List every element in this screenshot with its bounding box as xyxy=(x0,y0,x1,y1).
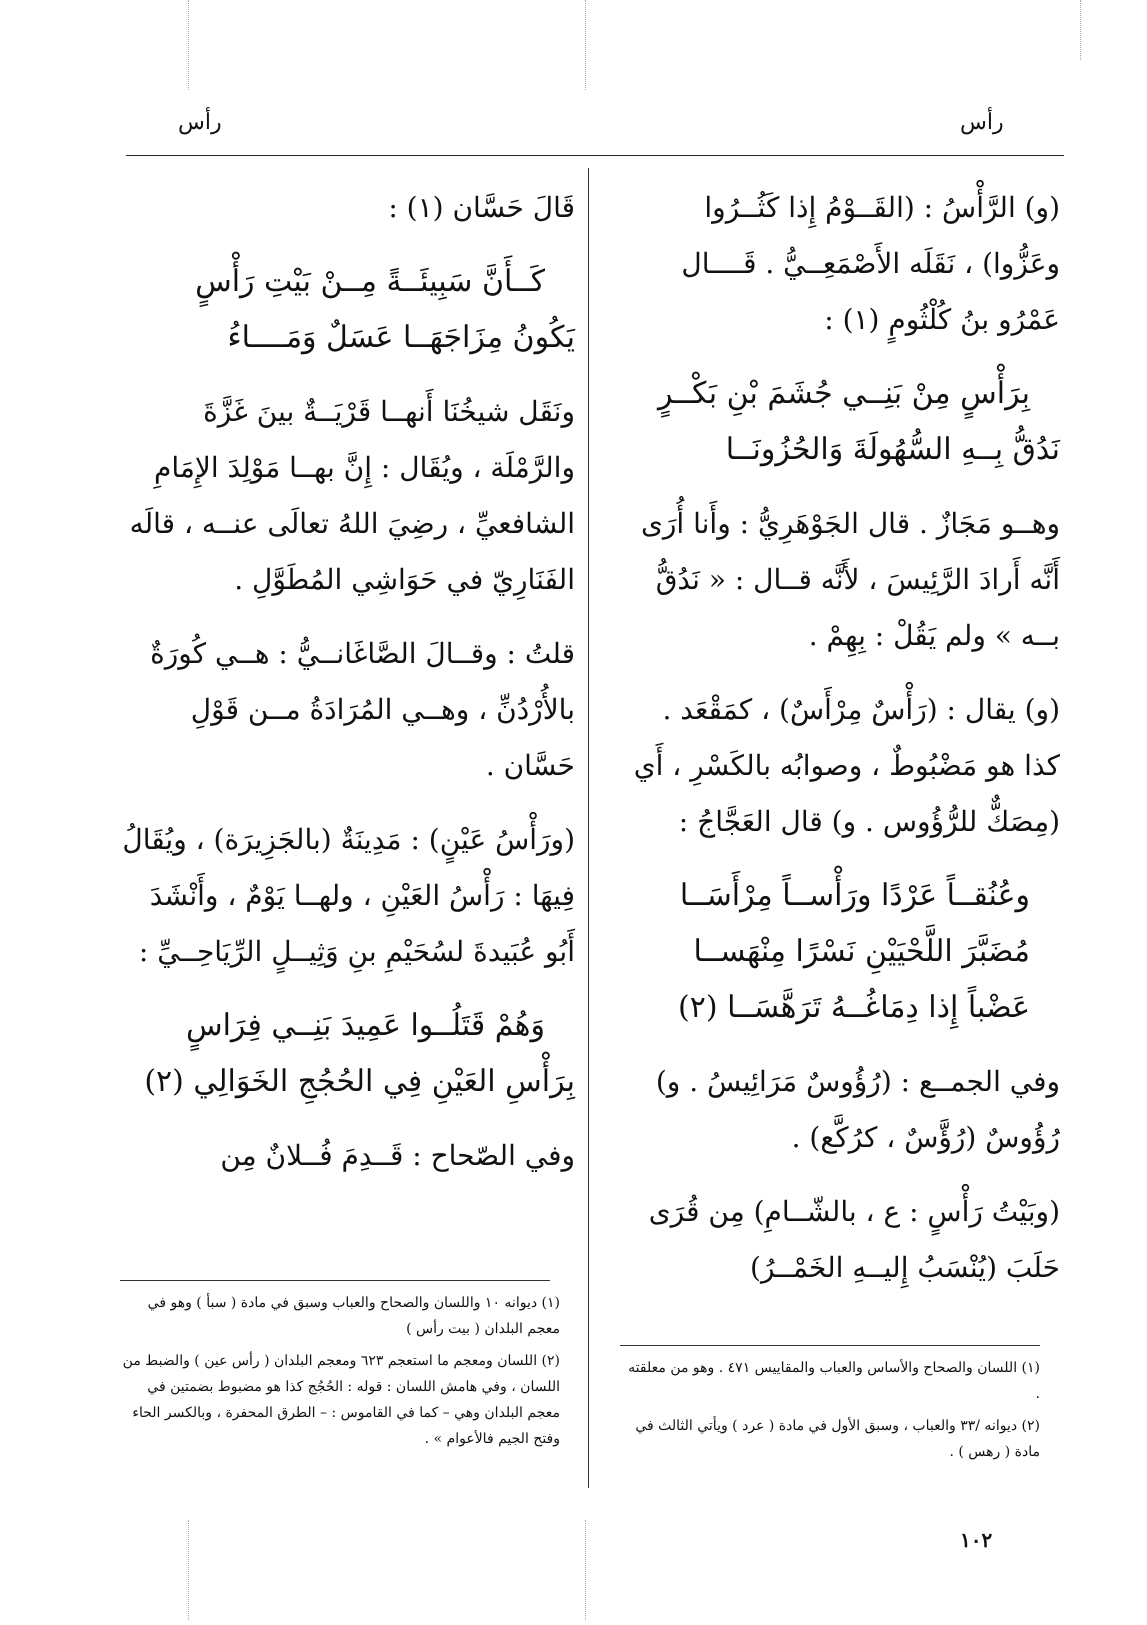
column-separator xyxy=(588,168,589,1488)
footnote-rule xyxy=(120,1280,550,1281)
running-head-right: رأس xyxy=(960,110,1004,135)
entry-paragraph: قَالَ حَسَّان (١) : xyxy=(388,191,575,224)
verse-line: عَضْباً إِذا دِمَاغُــهُ تَرَهَّسَــا (٢) xyxy=(678,990,1030,1025)
verse-line: كَــأَنَّ سَبِيئَــةً مِــنْ بَيْتِ رَأْسٍ xyxy=(195,264,545,299)
margin-dots xyxy=(585,1520,586,1620)
verse-line: مُضَبَّرَ اللَّحْيَيْنِ نَسْرًا مِنْهَســا xyxy=(693,934,1030,969)
entry-paragraph: وفي الصّحاح : قَــدِمَ فُــلانٌ مِن xyxy=(220,1139,575,1172)
entry-paragraph: (ورَأْسُ عَيْنٍ) : مَدِينَةٌ (بالجَزِيرَة) ، ويُقَالُ فِيهَا : رَأْسُ العَيْنِ ، ولهــا يَوْمٌ ، وأَنْشَدَ أَبُو عُبَيدةَ لسُحَيْمِ بنِ وَثِيــلٍ الرِّيَاحِــيِّ : xyxy=(122,823,575,968)
verse xyxy=(620,366,1060,478)
page-number: ١٠٢ xyxy=(960,1528,993,1552)
margin-dots xyxy=(188,1520,189,1620)
footnote-rule xyxy=(620,1345,1040,1346)
margin-dots xyxy=(188,0,189,90)
entry-paragraph: (و) يقال : (رَأْسٌ مِرْأَسٌ) ، كمَقْعَد . كذا هو مَضْبُوطٌ ، وصوابُه بالكَسْرِ ، أَي (مِصَكٌّ للرُّؤُوس . و) قال العَجَّاجُ : xyxy=(633,693,1060,838)
footnote: (٢) ديوانه /٣٣ والعباب ، وسبق الأول في مادة ( عرد ) ويأتي الثالث في مادة ( رهس ) . xyxy=(635,1418,1040,1460)
left-footnotes xyxy=(120,1290,560,1458)
footnote: (١) ديوانه ١٠ واللسان والصحاح والعباب وسبق في مادة ( سبأ ) وهو في معجم البلدان ( بيت رأس ) xyxy=(147,1295,560,1337)
entry-paragraph: ونَقَل شيخُنَا أَنهــا قَرْيَــةٌ بينَ غَزَّةَ والرَّمْلَة ، ويُقَال : إِنَّ بهــا مَوْلِدَ الإِمَامِ الشافعيِّ ، رضِيَ اللهُ تعالَى عنــه ، قالَه الفَنَارِيّ في حَوَاشِي المُطَوَّلِ . xyxy=(129,395,575,596)
entry-paragraph: وهــو مَجَازٌ . قال الجَوْهَرِيُّ : وأَنا أُرَى أَنَّه أَرادَ الرَّئِيسَ ، لأَنَّه قــال : « نَدُقُّ بــه » ولم يَقُلْ : بِهِمْ . xyxy=(640,507,1060,652)
entry-paragraph: (وبَيْتُ رَأْسٍ : ع ، بالشّــامِ) مِن قُرَى حَلَبَ (يُنْسَبُ إِليــهِ الخَمْــرُ) xyxy=(648,1195,1060,1284)
running-head-left: رأس xyxy=(178,110,222,135)
entry-paragraph: وفي الجمــع : (رُؤُوسٌ مَرَائِيسُ . و) رُؤُوسٌ (رُؤَّسٌ ، كرُكَّع) . xyxy=(655,1065,1060,1154)
entry-paragraph: قلتُ : وقــالَ الصَّاغَانــيُّ : هــي كُورَةٌ بالأُرْدُنِّ ، وهــي المُرَادَةُ مــن قَوْلِ حَسَّان . xyxy=(150,637,575,782)
verse-line: بِرَأْسٍ مِنْ بَنِــي جُشَمَ بْنِ بَكْــرٍ xyxy=(658,376,1030,411)
right-footnotes xyxy=(620,1355,1040,1471)
verse-line: بِرَأْسِ العَيْنِ فِي الحُجُجِ الخَوَالِي (٢) xyxy=(144,1064,575,1099)
verse xyxy=(620,868,1060,1036)
right-column xyxy=(620,180,1060,1314)
verse xyxy=(120,998,575,1110)
verse-line: يَكُونُ مِزَاجَهَــا عَسَلٌ وَمَــــاءُ xyxy=(227,320,575,355)
left-column xyxy=(120,180,575,1202)
verse xyxy=(120,254,575,366)
verse-line: وَهُمْ قَتَلُــوا عَمِيدَ بَنِــي فِرَاسٍ xyxy=(185,1008,545,1043)
header-rule xyxy=(126,155,1064,156)
margin-dots xyxy=(585,0,586,90)
entry-paragraph: (و) الرَّأْسُ : (القَــوْمُ إِذا كَثُــرُوا وعَزُّوا) ، نَقَلَه الأَصْمَعِــيُّ . قَــــال عَمْرُو بنُ كُلْثُومٍ (١) : xyxy=(681,191,1060,336)
margin-dots xyxy=(1080,0,1081,60)
footnote: (٢) اللسان ومعجم ما استعجم ٦٢٣ ومعجم البلدان ( رأس عين ) والضبط من اللسان ، وفي هامش اللسان : قوله : الحُجُج كذا هو مضبوط بضمتين في معجم البلدان وهي – كما في القاموس : – الطرق المحفرة ، وبالكسر الحاء وفتح الجيم فالأعوام » . xyxy=(122,1353,560,1447)
verse-line: نَدُقُّ بِــهِ السُّهُولَةَ وَالحُزُونَــا xyxy=(725,432,1060,467)
verse-line: وعُنُقــاً عَرْدًا ورَأْســاً مِرْأَسَــا xyxy=(679,878,1030,913)
footnote: (١) اللسان والصحاح والأساس والعباب والمقاييس ٤٧١ . وهو من معلقته . xyxy=(628,1360,1040,1402)
